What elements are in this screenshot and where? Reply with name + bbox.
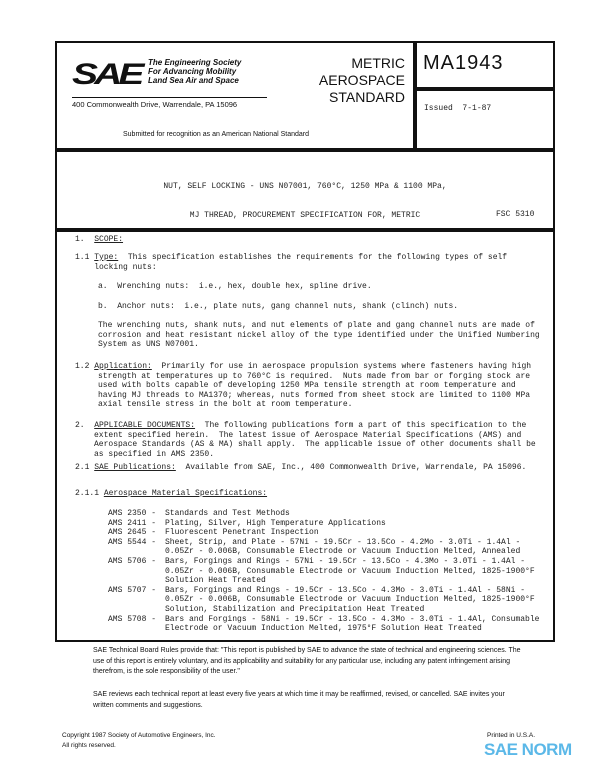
title-line: MJ THREAD, PROCUREMENT SPECIFICATION FOR, METRIC: [189, 210, 421, 220]
ams-code: AMS 2645 -: [108, 528, 157, 538]
section-text: locking nuts:: [94, 262, 157, 272]
ams-code: AMS 5706 -: [108, 556, 157, 566]
ams-list-item: [108, 509, 539, 519]
nut-material-paragraph: The wrenching nuts, shank nuts, and nut elements of plate and gang channel nuts are made of corrosion and heat resistant nickel alloy of the type identified under the Unified Numbering System as UNS N07001.: [98, 321, 540, 350]
section-heading: Aerospace Material Specifications:: [103, 489, 268, 498]
section-1-2-text: strength at temperatures up to 760°C is required. Nuts made from bar or forging stock are used with bolts capable of developing 1250 MPa tensile strength at room temperature and having MJ threads to MA1370; whereas, nuts formed from sheet stock are limited to 1100 MPa axial tensile stress in the bolt at room temperature.: [98, 371, 531, 410]
ams-description: Standards and Test Methods: [165, 509, 290, 518]
document-title: [55, 163, 555, 240]
divider: [72, 97, 267, 98]
section-heading: Type:: [94, 253, 119, 262]
section-text: Primarily for use in aerospace propulsion systems where fasteners having high: [151, 362, 532, 371]
ams-description: Bars, Forgings and Rings - 19.5Cr - 13.5Co - 4.3Mo - 3.0Ti - 1.4Al - 58Ni - 0.05Zr - 0.006B, Consumable Electrode or Vacuum Induction Melted, 1825-1900°F Solution, Stabilization and Precipitation Heat Treated: [165, 585, 535, 614]
address: 400 Commonwealth Drive, Warrendale, PA 15096: [72, 100, 238, 109]
rights-line: All rights reserved.: [62, 742, 116, 749]
ams-description: Bars, Forgings and Rings - 57Ni - 19.5Cr - 13.5Co - 4.3Mo - 3.0Ti - 1.4Al - 0.05Zr - 0.006B, Consumable Electrode or Vacuum Induction Melted, 1825-1900°F Solution Heat Treated: [165, 556, 535, 586]
section-number: 1.1: [75, 253, 90, 262]
tagline-line: Land Sea Air and Space: [148, 76, 239, 85]
section-number: 2.1.1: [75, 489, 100, 498]
section-number: 2.1: [75, 463, 90, 472]
section-1-2: [75, 362, 531, 372]
printed-in: Printed in U.S.A.: [487, 732, 536, 739]
section-2-text: extent specified herein. The latest issue of Aerospace Material Specifications (AMS) and Aerospace Standards (AS & MA) shall apply. The applicable issue of other documents shall be as specified in AMS 2350.: [94, 430, 536, 459]
ams-description: Fluorescent Penetrant Inspection: [165, 528, 319, 538]
technical-board-rules: SAE Technical Board Rules provide that: "This report is published by SAE to advance the state of technical and engineering sciences. The use of this report is entirely voluntary, and its applicability and suitability for any particular use, including any patent infringement arising therefrom, is the sole responsibility of the user.": [93, 647, 521, 675]
ams-description: Sheet, Strip, and Plate - 57Ni - 19.5Cr - 13.5Co - 4.2Mo - 3.0Ti - 1.4Al - 0.05Zr - 0.006B, Consumable Electrode or Vacuum Induction Melted, Annealed: [165, 537, 521, 557]
sae-logo: SAE: [72, 58, 141, 91]
standard-line: AEROSPACE: [318, 72, 405, 88]
ams-code: AMS 2350 -: [108, 509, 157, 518]
section-1-1: [75, 253, 507, 272]
section-heading: SCOPE:: [94, 235, 124, 244]
issued-label: Issued: [424, 104, 453, 113]
issued: [424, 104, 491, 114]
list-item-b: b. Anchor nuts: i.e., plate nuts, gang channel nuts, shank (clinch) nuts.: [98, 302, 459, 311]
ams-code: AMS 5707 -: [108, 585, 157, 595]
section-number: 1.2: [75, 362, 90, 371]
section-2-1-1: [75, 489, 267, 499]
ams-list-item: [108, 528, 539, 538]
section-heading: Application:: [94, 362, 152, 371]
section-text: The following publications form a part of this specification to the: [195, 421, 527, 430]
section-text: This specification establishes the requirements for the following types of self: [118, 253, 508, 262]
ams-list-item: [108, 557, 539, 586]
title-line: NUT, SELF LOCKING - UNS N07001, 760°C, 1250 MPa & 1100 MPa,: [163, 182, 447, 192]
ams-description: Plating, Silver, High Temperature Applications: [165, 518, 386, 528]
section-number: 1.: [75, 235, 85, 244]
section-heading: SAE Publications:: [94, 463, 176, 472]
doc-number: MA1943: [423, 52, 504, 74]
section-2-1: [75, 463, 526, 473]
fsc-code: FSC 5310: [496, 210, 535, 219]
ams-code: AMS 5544 -: [108, 537, 157, 547]
ams-list-item: [108, 615, 539, 634]
submitted-note: Submitted for recognition as an American National Standard: [123, 131, 309, 138]
ams-list-item: [108, 586, 539, 615]
ams-code: AMS 2411 -: [108, 518, 157, 528]
section-2: [75, 421, 526, 431]
list-item-a: a. Wrenching nuts: i.e., hex, double hex, spline drive.: [98, 282, 372, 291]
ams-description: Bars and Forgings - 58Ni - 19.5Cr - 13.5Co - 4.3Mo - 3.0Ti - 1.4Al, Consumable Electrode or Vacuum Induction Melted, 1975°F Solution Heat Treated: [165, 614, 540, 634]
section-number: 2.: [75, 421, 85, 430]
ams-list: [108, 509, 539, 634]
standard-line: METRIC: [351, 55, 405, 71]
tagline-line: For Advancing Mobility: [148, 67, 237, 76]
society-tagline: [148, 58, 241, 85]
section-heading: APPLICABLE DOCUMENTS:: [94, 421, 196, 430]
copyright-line: Copyright 1987 Society of Automotive Engineers, Inc.: [62, 732, 216, 739]
issued-date: 7-1-87: [462, 104, 492, 113]
ams-list-item: [108, 519, 539, 529]
review-notice: SAE reviews each technical report at least every five years at which time it may be reaffirmed, revised, or cancelled. SAE invites your written comments and suggestions.: [93, 691, 505, 709]
tagline-line: The Engineering Society: [148, 58, 242, 67]
standard-line: STANDARD: [329, 89, 405, 105]
sae-norm-watermark: SAE NORM: [484, 740, 572, 759]
issued-box: [413, 87, 555, 152]
ams-list-item: [108, 538, 539, 557]
ams-code: AMS 5708 -: [108, 614, 157, 624]
section-text: Available from SAE, Inc., 400 Commonwealth Drive, Warrendale, PA 15096.: [175, 463, 527, 472]
section-1: [75, 235, 123, 245]
copyright: [62, 731, 216, 751]
standard-type: [280, 55, 405, 106]
